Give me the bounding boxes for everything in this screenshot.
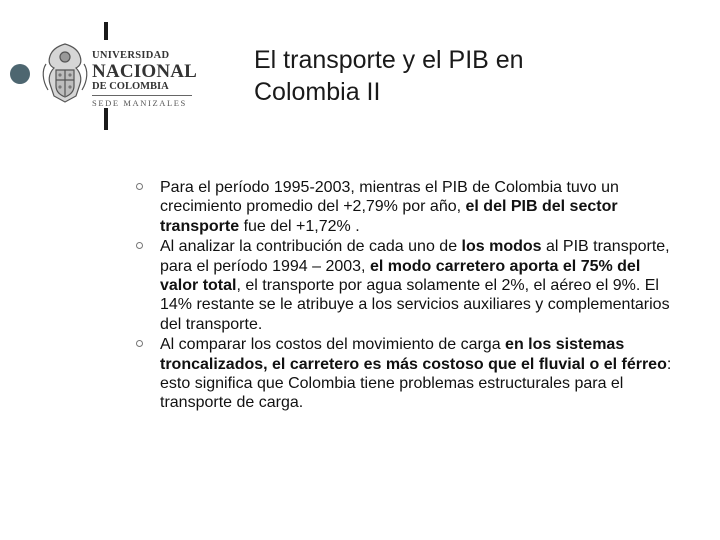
bullet-text <box>160 179 619 235</box>
bold-segment: el del PIB del sector transporte <box>160 198 618 235</box>
bullet-item <box>132 335 680 413</box>
logo-line-1: UNIVERSIDAD <box>92 50 170 61</box>
coat-of-arms-icon <box>40 40 90 106</box>
text-segment: , el transporte por agua solamente el 2%, el aéreo el 9%. El 14% restante se le atribuye a los servicios auxiliares y complementarios del transporte. <box>160 277 670 333</box>
bullet-item <box>132 237 680 334</box>
text-segment: : esto significa que Colombia tiene problemas estructurales para el transporte de carga. <box>160 355 672 412</box>
decorative-bar-top <box>104 22 108 40</box>
logo-line-4: SEDE MANIZALES <box>92 98 187 108</box>
university-logo <box>40 40 196 108</box>
slide-title-line-2: Colombia II <box>254 78 381 106</box>
decorative-bar-bottom <box>104 108 108 130</box>
text-segment: al PIB transporte, para el período 1994 – 2003, <box>160 238 670 275</box>
slide-title-line-1: El transporte y el PIB en <box>254 46 524 74</box>
bullet-text <box>160 238 670 333</box>
text-segment: Para el período 1995-2003, mientras el PIB de Colombia tuvo un crecimiento promedio del +2,79% por año, <box>160 179 619 216</box>
slide-content <box>132 178 680 414</box>
bold-segment: el modo carretero aporta el 75% del valor total <box>160 257 641 295</box>
bullet-text <box>160 336 671 411</box>
text-segment: fue del +1,72% . <box>239 217 360 235</box>
logo-divider <box>92 95 192 96</box>
bold-segment: en los sistemas troncalizados, el carretero es más costoso que el fluvial o el férreo <box>160 336 667 373</box>
slide-title <box>254 44 674 108</box>
text-segment: Al analizar la contribución de cada uno de <box>160 238 462 256</box>
ring-bullet-icon <box>136 183 143 190</box>
logo-line-3: DE COLOMBIA <box>92 81 169 92</box>
decorative-dot <box>10 64 30 84</box>
logo-line-2: NACIONAL <box>92 61 198 82</box>
text-segment: Al comparar los costos del movimiento de carga <box>160 336 506 354</box>
bold-segment: los modos <box>461 238 542 256</box>
ring-bullet-icon <box>136 340 143 347</box>
ring-bullet-icon <box>136 242 143 249</box>
bullet-list <box>132 178 680 413</box>
bullet-item <box>132 178 680 236</box>
